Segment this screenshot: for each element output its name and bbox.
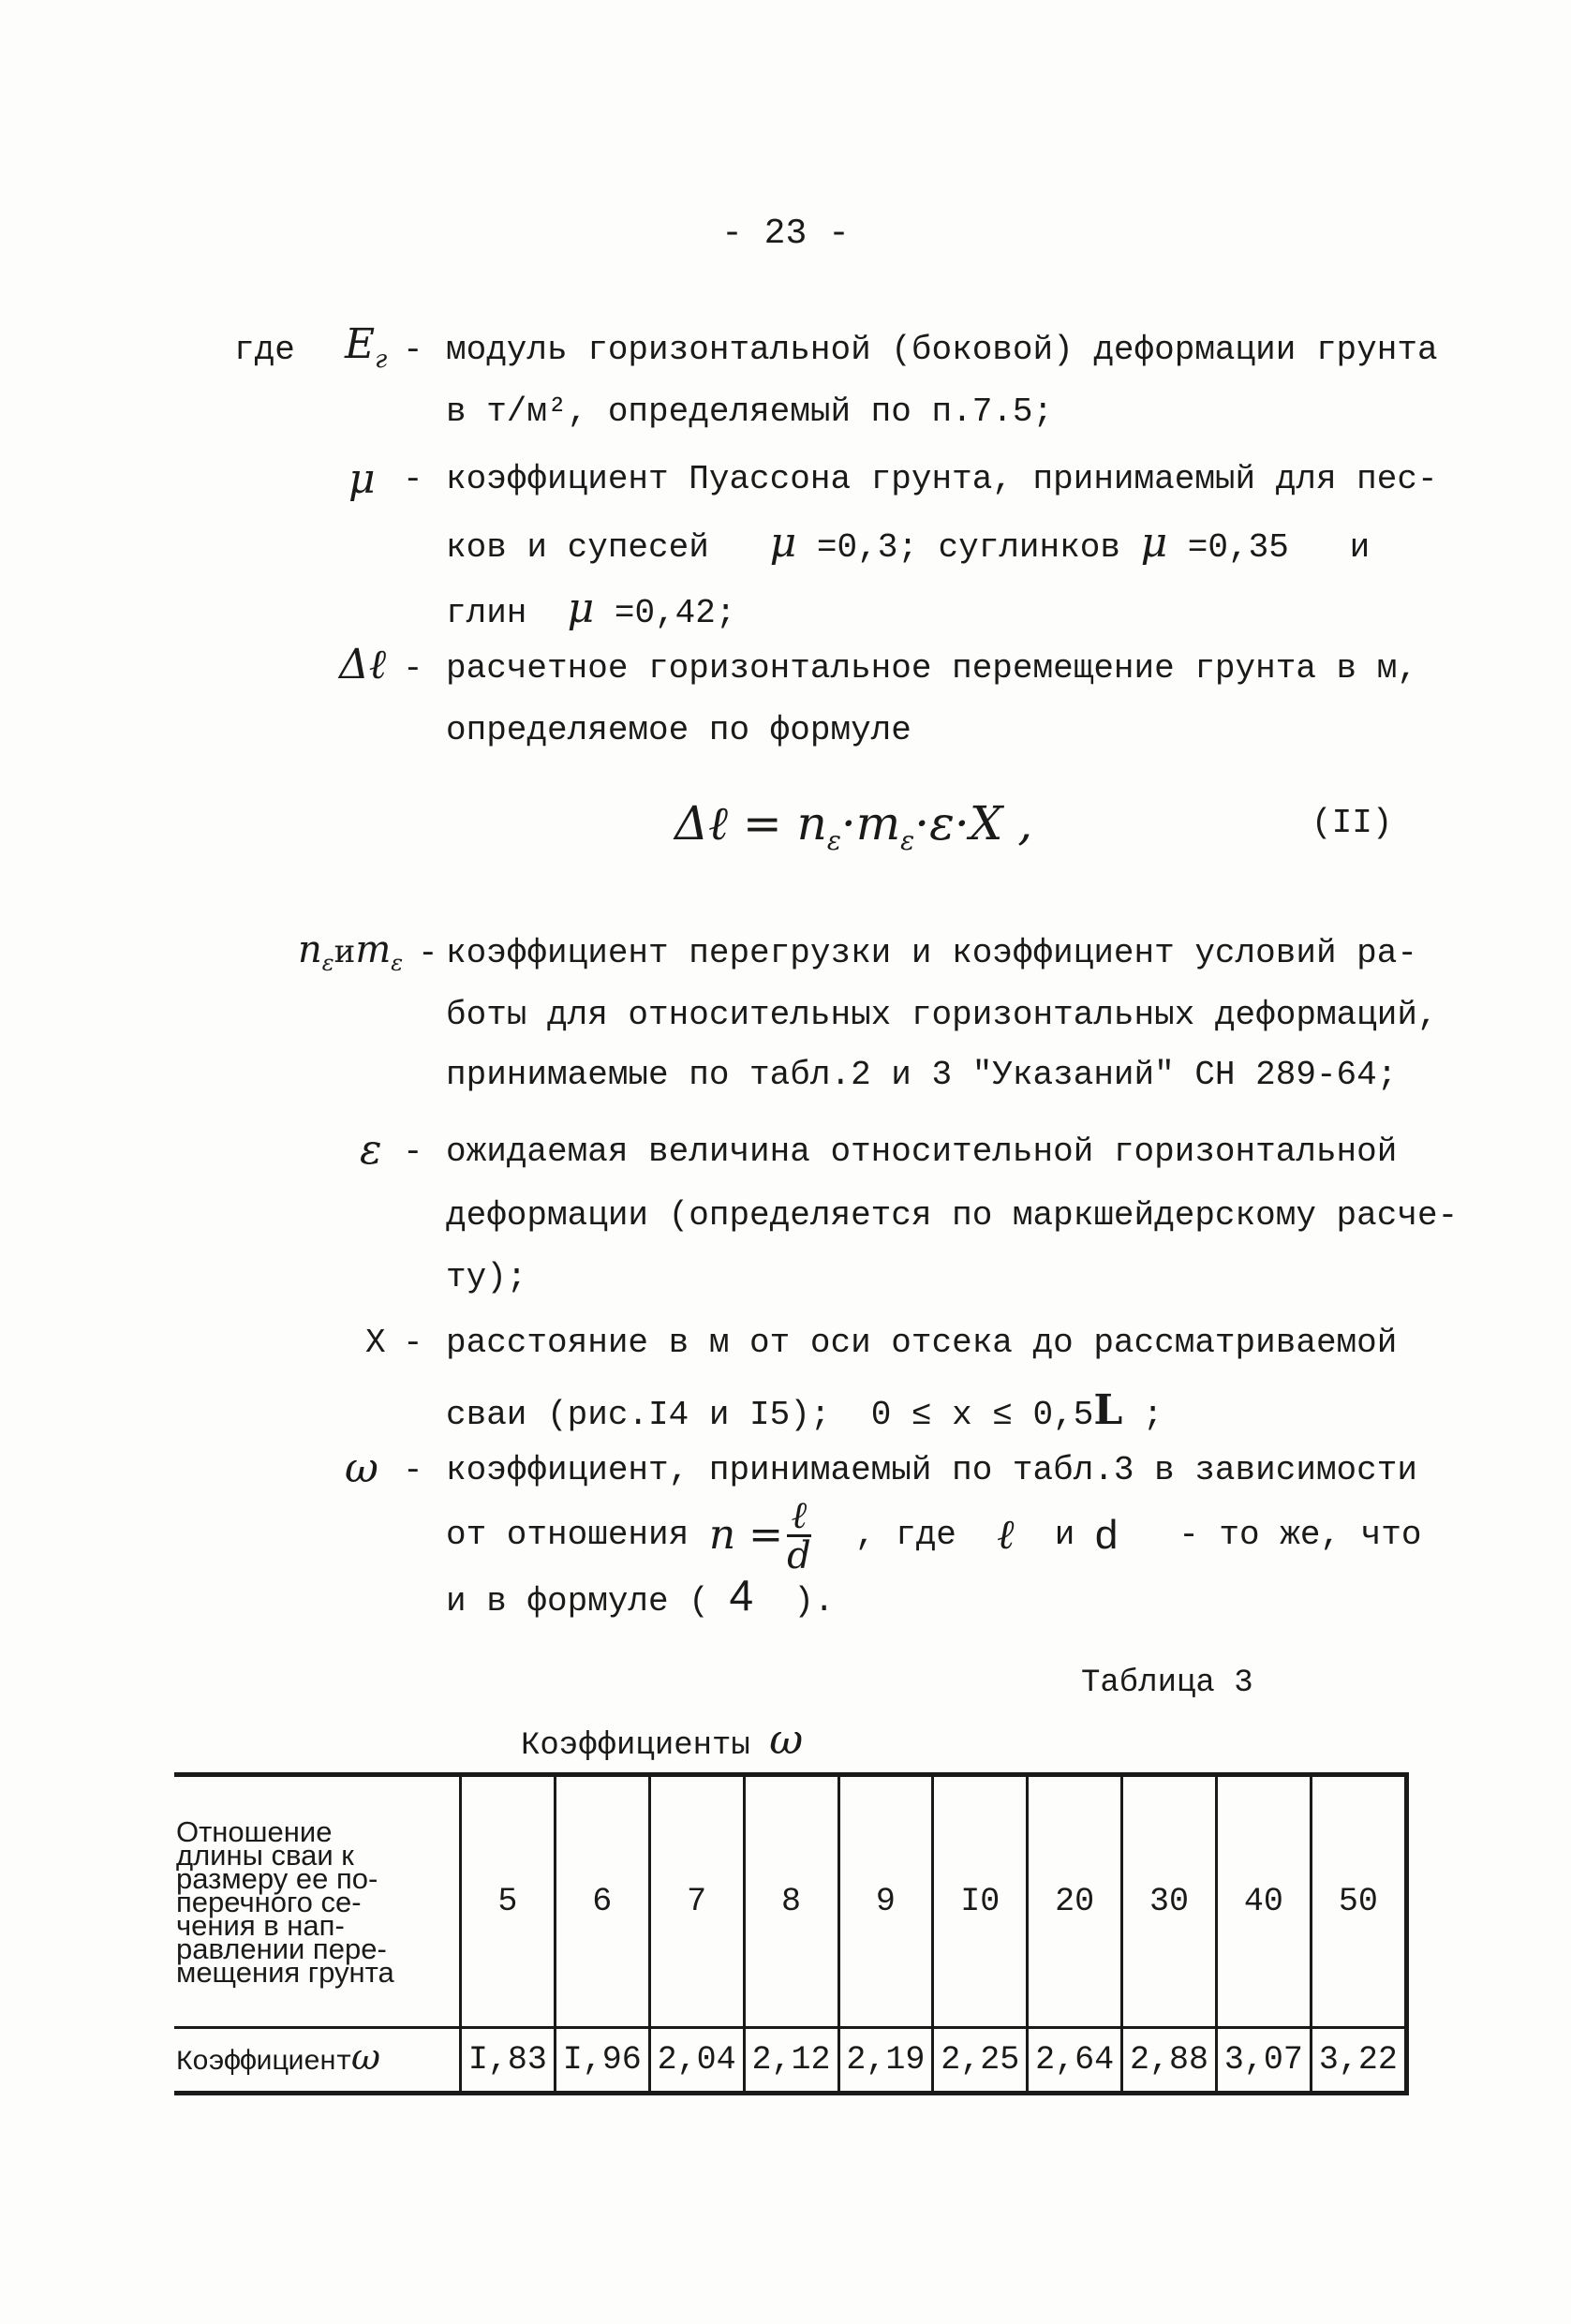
entry1-line2: в т/м², определяемый по п.7.5; [446,392,1054,431]
ratio-cell: 50 [1311,1775,1406,2028]
value-cell: 2,04 [649,2028,744,2094]
row-label-cell: Коэффициентω [174,2028,461,2094]
symbol-epsilon: ε [360,1126,382,1174]
formula-11: Δℓ = $n_\varepsilon\cdot m_\varepsilon\cdot\varepsilon\cdot X$ , [674,796,1033,856]
table-row-ratios [174,1775,1407,2028]
entry1-line1: модуль горизонтальной (боковой) деформации грунта [446,331,1438,369]
symbol-e-horizontal: $E_г$ [345,320,388,374]
ratio-cell: 20 [1028,1775,1122,2028]
value-cell: 2,25 [933,2028,1028,2094]
coefficients-table [174,1772,1409,2095]
ratio-cell: 40 [1217,1775,1312,2028]
entry2-line1: коэффициент Пуассона грунта, принимаемый для пес- [446,460,1438,498]
entry6-line2: сваи (рис.I4 и I5); 0 ≤ x ≤ 0,5L ; [446,1386,1163,1434]
entry3-line1: расчетное горизонтальное перемещение грунта в м, [446,649,1417,688]
entry7-line1: коэффициент, принимаемый по табл.3 в зависимости [446,1451,1417,1489]
entry7-line2: от отношения n = $\frac{\text{ℓ}}{d}$ , где ℓ и d - то же, что [446,1493,1422,1577]
entry3-line2: определяемое по формуле [446,711,911,749]
symbol-n-m: $n_\varepsilon иm_\varepsilon$ [298,928,404,976]
fraction-l-over-d: $\frac{\text{ℓ}}{d}$ [787,1493,811,1577]
ratio-cell: 8 [744,1775,838,2028]
equation-number: (II) [1312,804,1393,842]
value-cell: 2,64 [1028,2028,1122,2094]
table-title: Коэффициенты ω [521,1716,804,1764]
symbol-x: X [365,1324,386,1362]
value-cell: 2,12 [744,2028,838,2094]
poisson-symbol: μ [567,585,595,632]
entry4-line3: принимаемые по табл.2 и 3 "Указаний" СН 289-64; [446,1056,1398,1094]
poisson-symbol: μ [1140,519,1168,567]
poisson-symbol: μ [769,519,797,567]
ratio-cell: 30 [1122,1775,1217,2028]
value-cell: 2,88 [1122,2028,1217,2094]
dash: - [403,649,423,688]
header-lead-cell: Отношение длины сваи к размеру ее по- перечного се- чения в нап- равлении пере- мещения грунта [174,1775,461,2028]
table-row-coefficients [174,2028,1407,2094]
symbol-poisson: μ [348,455,376,503]
entry2-line2: ков и супесей μ =0,3; суглинков μ =0,35 и [446,519,1371,567]
page-number: - 23 - [721,214,850,254]
value-cell: I,96 [555,2028,649,2094]
entry2-line3: глин μ =0,42; [446,585,736,632]
entry4-line1: коэффициент перегрузки и коэффициент условий ра- [446,934,1417,972]
entry5-line2: деформации (определяется по маркшейдерскому расче- [446,1196,1459,1235]
where-word: где [234,331,295,369]
entry5-line3: ту); [446,1258,527,1296]
dash: - [403,331,423,369]
value-cell: I,83 [461,2028,556,2094]
symbol-delta-l: Δℓ [339,641,387,688]
entry7-line3: и в формуле ( 4 ). [446,1571,835,1621]
dash: - [403,460,423,498]
value-cell: 2,19 [838,2028,933,2094]
dash: - [403,1132,423,1171]
omega-symbol: ω [769,1716,804,1764]
ratio-cell: I0 [933,1775,1028,2028]
ratio-cell: 5 [461,1775,556,2028]
ratio-cell: 7 [649,1775,744,2028]
entry4-line2: боты для относительных горизонтальных деформаций, [446,996,1438,1034]
entry5-line1: ожидаемая величина относительной горизонтальной [446,1132,1398,1171]
dash: - [403,1324,423,1362]
value-cell: 3,22 [1311,2028,1406,2094]
ratio-cell: 6 [555,1775,649,2028]
entry6-line1: расстояние в м от оси отсека до рассматриваемой [446,1324,1398,1362]
value-cell: 3,07 [1217,2028,1312,2094]
symbol-omega: ω [345,1444,378,1492]
dash: - [403,1451,423,1489]
dash: - [418,934,438,972]
ratio-cell: 9 [838,1775,933,2028]
table-label: Таблица 3 [1081,1665,1253,1701]
